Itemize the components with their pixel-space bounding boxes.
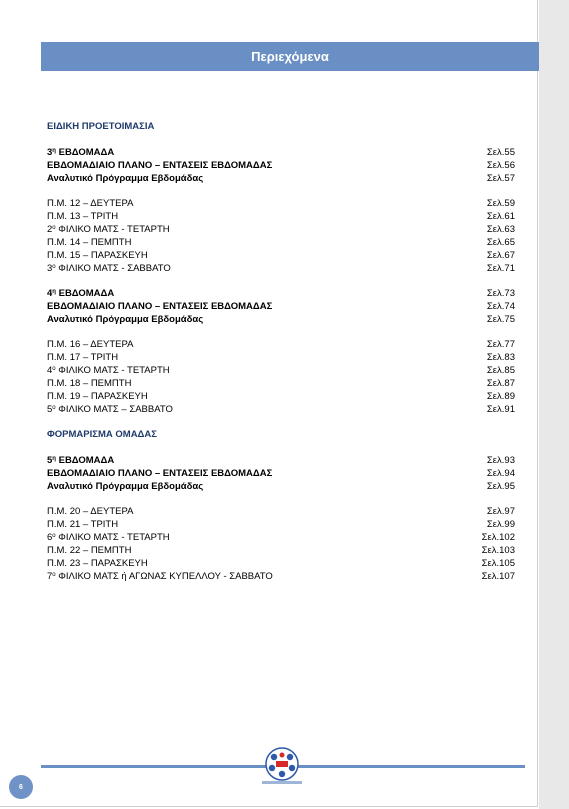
page-number-badge [9, 775, 33, 799]
toc-entry-page: Σελ.107 [481, 570, 515, 582]
ordinal-suffix: ο [52, 263, 56, 270]
toc-entry-page: Σελ.74 [486, 300, 515, 312]
toc-entry-label: Αναλυτικό Πρόγραμμα Εβδομάδας [47, 313, 204, 325]
toc-entry[interactable] [47, 518, 515, 531]
toc-entry-page: Σελ.83 [486, 351, 515, 363]
toc-entry-label: Π.Μ. 23 – ΠΑΡΑΣΚΕΥΗ [47, 557, 148, 569]
toc-entry-label: Αναλυτικό Πρόγραμμα Εβδομάδας [47, 480, 204, 492]
toc-entry-label: Π.Μ. 18 – ΠΕΜΠΤΗ [47, 377, 132, 389]
toc-entry-label: $5^\eta$ ΕΒΔΟΜΑΔΑ [47, 455, 115, 466]
toc-entry[interactable] [47, 351, 515, 364]
toc-entry[interactable] [47, 197, 515, 210]
toc-entry-label: Π.Μ. 14 – ΠΕΜΠΤΗ [47, 236, 132, 248]
toc-entry-page: Σελ.87 [486, 377, 515, 389]
ordinal-suffix: ο [52, 404, 56, 411]
toc-entry[interactable] [47, 287, 515, 300]
toc-entry[interactable] [47, 403, 515, 416]
toc-entry-page: Σελ.73 [486, 288, 515, 299]
contents-header [41, 42, 539, 71]
toc-entry[interactable] [47, 338, 515, 351]
right-gutter [539, 0, 569, 809]
toc-entry-label: $4^\eta$ ΕΒΔΟΜΑΔΑ [47, 288, 115, 299]
toc-entry-label: ΕΒΔΟΜΑΔΙΑΙΟ ΠΛΑΝΟ – ΕΝΤΑΣΕΙΣ ΕΒΔΟΜΑΔΑΣ [47, 300, 273, 312]
toc-entry[interactable] [47, 159, 515, 172]
section-title: ΦΟΡΜΑΡΙΣΜΑ ΟΜΑΔΑΣ [47, 429, 157, 440]
toc-entry-label: $4^o$ ΦΙΛΙΚΟ ΜΑΤΣ - ΤΕΤΑΡΤΗ [47, 364, 170, 376]
toc-entry-label: $6^o$ ΦΙΛΙΚΟ ΜΑΤΣ - ΤΕΤΑΡΤΗ [47, 531, 170, 543]
club-logo-icon [264, 746, 300, 782]
ordinal-suffix: ο [52, 532, 56, 539]
ordinal-suffix: η [52, 456, 56, 462]
toc-entry[interactable] [47, 480, 515, 493]
logo-caption [262, 781, 302, 784]
toc-entry[interactable] [47, 390, 515, 403]
toc-entry-page: Σελ.55 [486, 147, 515, 158]
toc-entry[interactable] [47, 172, 515, 185]
toc-entry-page: Σελ.93 [486, 455, 515, 466]
toc-entry-page: Σελ.89 [486, 390, 515, 402]
toc-entry[interactable] [47, 146, 515, 159]
toc-entry-label: Π.Μ. 17 – ΤΡΙΤΗ [47, 351, 119, 363]
toc-entry-page: Σελ.71 [486, 262, 515, 274]
toc-entry-label: Π.Μ. 21 – ΤΡΙΤΗ [47, 518, 119, 530]
toc-entry-label: Π.Μ. 20 – ΔΕΥΤΕΡΑ [47, 506, 134, 517]
toc-entry-page: Σελ.63 [486, 223, 515, 235]
toc-entry-page: Σελ.102 [481, 531, 515, 543]
section-title: ΕΙΔΙΚΗ ΠΡΟΕΤΟΙΜΑΣΙΑ [47, 121, 155, 132]
toc-entry-page: Σελ.59 [486, 198, 515, 209]
toc-entry[interactable] [47, 300, 515, 313]
toc-entry-page: Σελ.56 [486, 159, 515, 171]
toc-entry-page: Σελ.57 [486, 172, 515, 184]
toc-entry-label: ΕΒΔΟΜΑΔΙΑΙΟ ΠΛΑΝΟ – ΕΝΤΑΣΕΙΣ ΕΒΔΟΜΑΔΑΣ [47, 159, 273, 171]
toc-entry-label: $5^o$ ΦΙΛΙΚΟ ΜΑΤΣ – ΣΑΒΒΑΤΟ [47, 403, 173, 415]
toc-entry-label: Π.Μ. 16 – ΔΕΥΤΕΡΑ [47, 339, 134, 350]
toc-entry-label: Π.Μ. 13 – ΤΡΙΤΗ [47, 210, 119, 222]
toc-entry-label: ΕΒΔΟΜΑΔΙΑΙΟ ΠΛΑΝΟ – ΕΝΤΑΣΕΙΣ ΕΒΔΟΜΑΔΑΣ [47, 467, 273, 479]
toc-entry-page: Σελ.75 [486, 313, 515, 325]
toc-entry-label: $2^o$ ΦΙΛΙΚΟ ΜΑΤΣ - ΤΕΤΑΡΤΗ [47, 223, 170, 235]
toc-entry-page: Σελ.85 [486, 364, 515, 376]
toc-entry-page: Σελ.94 [486, 467, 515, 479]
toc-entry-label: $3^\eta$ ΕΒΔΟΜΑΔΑ [47, 147, 115, 158]
toc-entry-label: Π.Μ. 12 – ΔΕΥΤΕΡΑ [47, 198, 134, 209]
toc-entry[interactable] [47, 210, 515, 223]
toc-entry[interactable] [47, 223, 515, 236]
page-number: 6 [19, 783, 23, 791]
ordinal-suffix: η [52, 148, 56, 154]
toc-entry-page: Σελ.77 [486, 339, 515, 350]
toc-entry[interactable] [47, 377, 515, 390]
toc-entry-page: Σελ.103 [481, 544, 515, 556]
toc-entry-label: Π.Μ. 19 – ΠΑΡΑΣΚΕΥΗ [47, 390, 148, 402]
toc-entry[interactable] [47, 236, 515, 249]
ordinal-suffix: ο [52, 571, 56, 578]
toc-entry-label: Π.Μ. 15 – ΠΑΡΑΣΚΕΥΗ [47, 249, 148, 261]
toc-entry[interactable] [47, 262, 515, 275]
toc-entry[interactable] [47, 570, 515, 583]
toc-entry[interactable] [47, 364, 515, 377]
toc-entry[interactable] [47, 313, 515, 326]
toc-entry[interactable] [47, 531, 515, 544]
toc-entry[interactable] [47, 557, 515, 570]
ordinal-suffix: η [52, 289, 56, 295]
toc-entry-label: Αναλυτικό Πρόγραμμα Εβδομάδας [47, 172, 204, 184]
toc-entry-label: Π.Μ. 22 – ΠΕΜΠΤΗ [47, 544, 132, 556]
toc-entry[interactable] [47, 505, 515, 518]
toc-entry-page: Σελ.95 [486, 480, 515, 492]
toc-entry-page: Σελ.91 [486, 403, 515, 415]
ordinal-suffix: ο [52, 224, 56, 231]
toc-entry[interactable] [47, 249, 515, 262]
toc-entry-page: Σελ.61 [486, 210, 515, 222]
toc-entry[interactable] [47, 454, 515, 467]
toc-entry-label: $3^o$ ΦΙΛΙΚΟ ΜΑΤΣ - ΣΑΒΒΑΤΟ [47, 262, 171, 274]
toc-entry-page: Σελ.65 [486, 236, 515, 248]
toc-entry-page: Σελ.67 [486, 249, 515, 261]
contents-title: Περιεχόμενα [251, 49, 329, 64]
toc-entry-page: Σελ.97 [486, 506, 515, 517]
toc-entry[interactable] [47, 544, 515, 557]
toc-entry-page: Σελ.105 [481, 557, 515, 569]
toc-entry[interactable] [47, 467, 515, 480]
toc-entry-label: $7^o$ ΦΙΛΙΚΟ ΜΑΤΣ ή ΑΓΩΝΑΣ ΚΥΠΕΛΛΟΥ - ΣΑΒΒΑΤΟ [47, 570, 273, 582]
ordinal-suffix: ο [52, 365, 56, 372]
toc-entry-page: Σελ.99 [486, 518, 515, 530]
